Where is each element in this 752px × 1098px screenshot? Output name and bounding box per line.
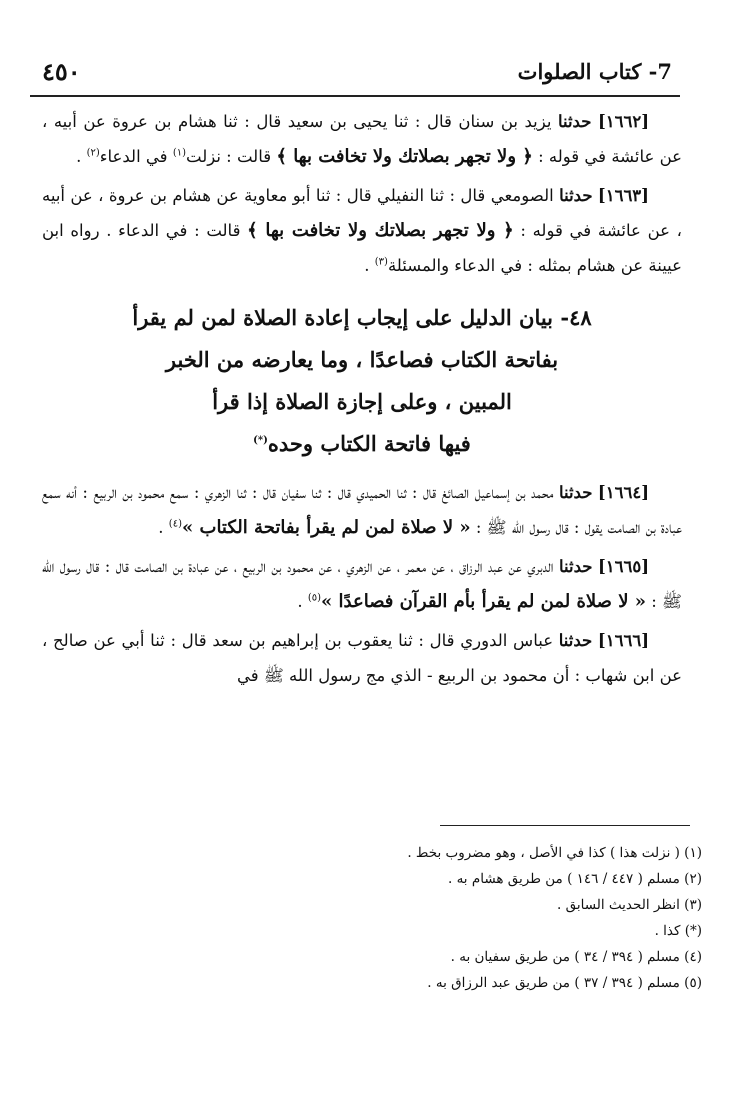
footnote: (٥) مسلم ( ٣٩٤ / ٣٧ ) من طريق عبد الرزاق به . — [427, 975, 702, 991]
footnote-ref: (٥) — [307, 592, 321, 604]
footnote: (١) ( نزلت هذا ) كذا في الأصل ، وهو مضروب بخط . — [407, 845, 702, 861]
hadith-1663 — [42, 178, 682, 283]
hadith-text: يزيد بن سنان قال : ثنا يحيى بن سعيد قال : ثنا هشام بن عروة عن أبيه ، عن عائشة في قوله : — [42, 112, 682, 166]
page-body — [42, 104, 682, 697]
heading-line: ٤٨- بيان الدليل على إيجاب إعادة الصلاة لمن لم يقرأ — [132, 305, 592, 330]
footnote: (*) كذا . — [654, 923, 702, 939]
hadith-text-after: قالت : في الدعاء . رواه ابن عيينة عن هشام بمثله : في الدعاء والمسئلة — [42, 221, 682, 275]
hadith-number: [١٦٦٣] — [597, 186, 649, 205]
footnote-ref: (٤) — [168, 518, 182, 530]
hadith-1662 — [42, 104, 682, 174]
heading-line: بفاتحة الكتاب فصاعدًا ، وما يعارضه من الخبر — [165, 347, 559, 372]
hadith-end: . — [364, 256, 370, 275]
hadith-text: الدبري عن عبد الرزاق ، عن معمر ، عن الزهري ، عن محمود بن الربيع ، عن عبادة بن الصامت قال : قال رسول الله ﷺ : — [42, 557, 682, 611]
hadith-number: [١٦٦٥] — [597, 557, 650, 576]
hadith-1666 — [42, 623, 682, 693]
footnote: (٣) انظر الحديث السابق . — [556, 897, 702, 913]
section-heading — [62, 297, 662, 465]
footnote-ref: (٣) — [374, 256, 388, 268]
footnote-divider — [440, 825, 690, 826]
footnote-ref: (٢) — [86, 147, 100, 159]
hadith-lead: حدثنا — [559, 186, 593, 205]
hadith-lead: حدثنا — [558, 557, 593, 576]
hadith-end: . — [76, 147, 82, 166]
hadith-text-mid: في الدعاء — [99, 147, 168, 166]
heading-line-last — [62, 423, 662, 465]
page-number: ٤٥٠ — [42, 57, 81, 86]
hadith-lead: حدثنا — [558, 483, 593, 502]
footnote: (٤) مسلم ( ٣٩٤ / ٣٤ ) من طريق سفيان به . — [450, 949, 702, 965]
prophetic-quote: « لا صلاة لمن لم يقرأ بفاتحة الكتاب » — [181, 517, 471, 538]
footnote-ref: (١) — [172, 147, 186, 159]
footnote: (٢) مسلم ( ٤٤٧ / ١٤٦ ) من طريق هشام به . — [447, 871, 702, 887]
heading-line: المبين ، وعلى إجازة الصلاة إذا قرأ — [212, 389, 512, 414]
quran-quote: ﴿ ولا تجهر بصلاتك ولا تخافت بها ﴾ — [276, 146, 533, 167]
footnotes — [50, 840, 702, 996]
footnote-ref: (*) — [253, 435, 268, 446]
hadith-text-after: قالت : نزلت — [186, 147, 272, 166]
hadith-text: عباس الدوري قال : ثنا يعقوب بن إبراهيم بن سعد قال : ثنا أبي عن صالح ، عن ابن شهاب : أن محمود بن الربيع - الذي مج رسول الله ﷺ في — [42, 631, 682, 685]
hadith-number: [١٦٦٢] — [597, 112, 650, 131]
hadith-lead: حدثنا — [558, 631, 593, 650]
hadith-1664 — [42, 475, 682, 545]
hadith-end: . — [158, 518, 164, 537]
prophetic-quote: « لا صلاة لمن لم يقرأ بأم القرآن فصاعدًا » — [321, 591, 646, 612]
hadith-number: [١٦٦٤] — [597, 483, 649, 502]
hadith-text: محمد بن إسماعيل الصائغ قال : ثنا الحميدي قال : ثنا سفيان قال : ثنا الزهري : سمع محمود بن الربيع : أنه سمع عبادة بن الصامت يقول : قال رسول الله ﷺ : — [42, 483, 682, 537]
page-header — [30, 55, 680, 97]
heading-line-text: فيها فاتحة الكتاب وحده — [267, 431, 471, 456]
quran-quote: ﴿ ولا تجهر بصلاتك ولا تخافت بها ﴾ — [247, 220, 514, 241]
hadith-text: الصومعي قال : ثنا النفيلي قال : ثنا أبو معاوية عن هشام بن عروة ، عن أبيه ، عن عائشة في قوله : — [42, 186, 682, 240]
hadith-lead: حدثنا — [557, 112, 592, 131]
hadith-1665 — [42, 549, 682, 619]
chapter-title: 7- كتاب الصلوات — [517, 59, 672, 84]
hadith-end: . — [297, 592, 303, 611]
hadith-number: [١٦٦٦] — [597, 631, 649, 650]
